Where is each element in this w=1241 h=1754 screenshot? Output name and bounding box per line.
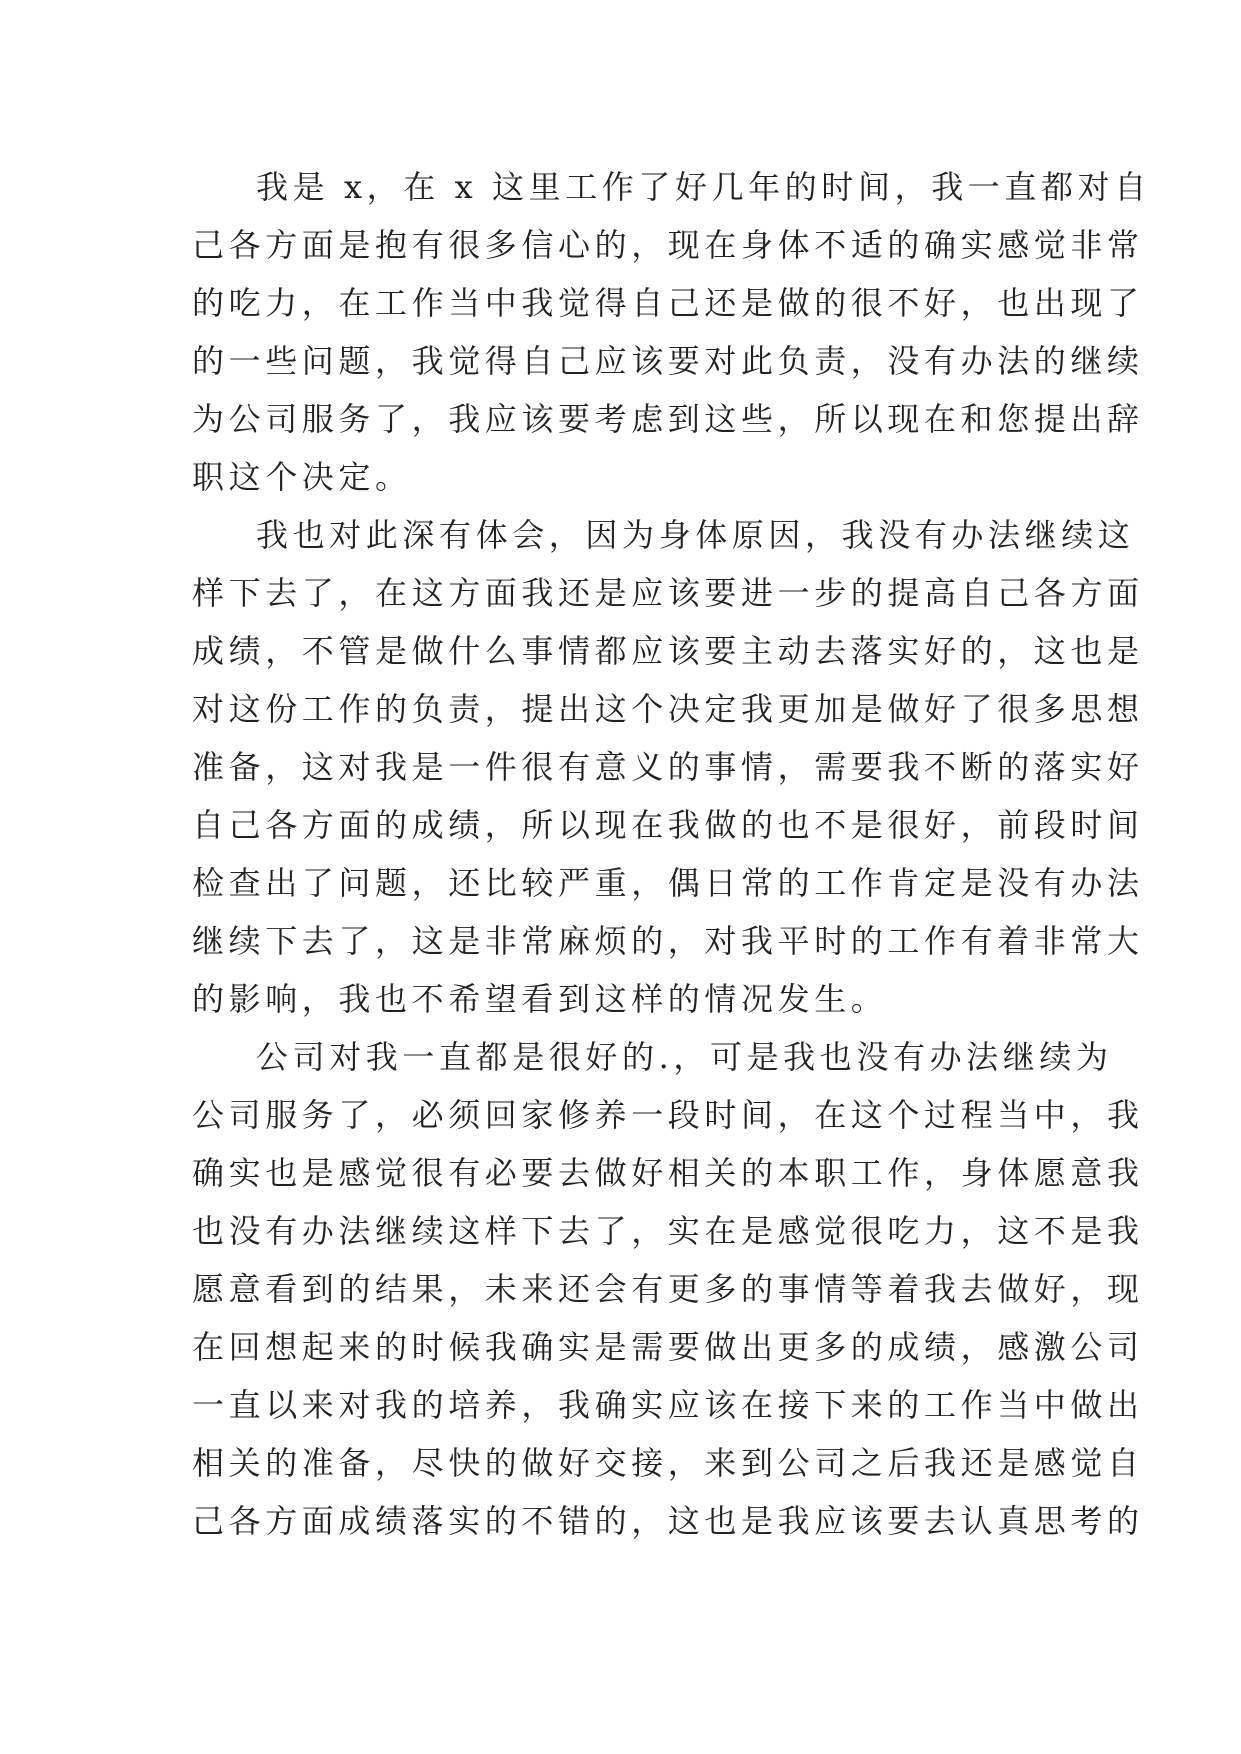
document-body (192, 158, 1151, 1550)
text-line: 职这个决定。 (192, 458, 412, 496)
paragraph-1 (192, 158, 1151, 506)
text-line: 的影响，我也不希望看到这样的情况发生。 (192, 980, 888, 1018)
text-line: 我也对此深有体会，因为身体原因，我没有办法继续这 (256, 516, 1135, 554)
text-line: 相关的准备，尽快的做好交接，来到公司之后我还是感觉自 (192, 1444, 1144, 1482)
text-line: 的吃力，在工作当中我觉得自己还是做的很不好，也出现了 (192, 284, 1144, 322)
text-line: 自己各方面的成绩，所以现在我做的也不是很好，前段时间 (192, 806, 1144, 844)
text-line: 继续下去了，这是非常麻烦的，对我平时的工作有着非常大 (192, 922, 1144, 960)
text-line: 检查出了问题，还比较严重，偶日常的工作肯定是没有办法 (192, 864, 1144, 902)
text-line: 成绩，不管是做什么事情都应该要主动去落实好的，这也是 (192, 632, 1144, 670)
text-line: 也没有办法继续这样下去了，实在是感觉很吃力，这不是我 (192, 1212, 1144, 1250)
text-line: 准备，这对我是一件很有意义的事情，需要我不断的落实好 (192, 748, 1144, 786)
text-line: 的一些问题，我觉得自己应该要对此负责，没有办法的继续 (192, 342, 1144, 380)
text-line: 样下去了，在这方面我还是应该要进一步的提高自己各方面 (192, 574, 1144, 612)
text-line: 愿意看到的结果，未来还会有更多的事情等着我去做好，现 (192, 1270, 1144, 1308)
text-line: 对这份工作的负责，提出这个决定我更加是做好了很多思想 (192, 690, 1144, 728)
text-line: 一直以来对我的培养，我确实应该在接下来的工作当中做出 (192, 1386, 1144, 1424)
text-line: 己各方面成绩落实的不错的，这也是我应该要去认真思考的 (192, 1502, 1144, 1540)
text-line: 在回想起来的时候我确实是需要做出更多的成绩，感激公司 (192, 1328, 1144, 1366)
text-line: 为公司服务了，我应该要考虑到这些，所以现在和您提出辞 (192, 400, 1144, 438)
text-line: 公司服务了，必须回家修养一段时间，在这个过程当中，我 (192, 1096, 1144, 1134)
text-line: 公司对我一直都是很好的.，可是我也没有办法继续为 (256, 1038, 1113, 1076)
text-line: 确实也是感觉很有必要去做好相关的本职工作，身体愿意我 (192, 1154, 1144, 1192)
text-line: 我是 x，在 x 这里工作了好几年的时间，我一直都对自 (256, 168, 1151, 206)
text-line: 己各方面是抱有很多信心的，现在身体不适的确实感觉非常 (192, 226, 1144, 264)
paragraph-3 (192, 1028, 1144, 1550)
paragraph-2 (192, 506, 1144, 1028)
